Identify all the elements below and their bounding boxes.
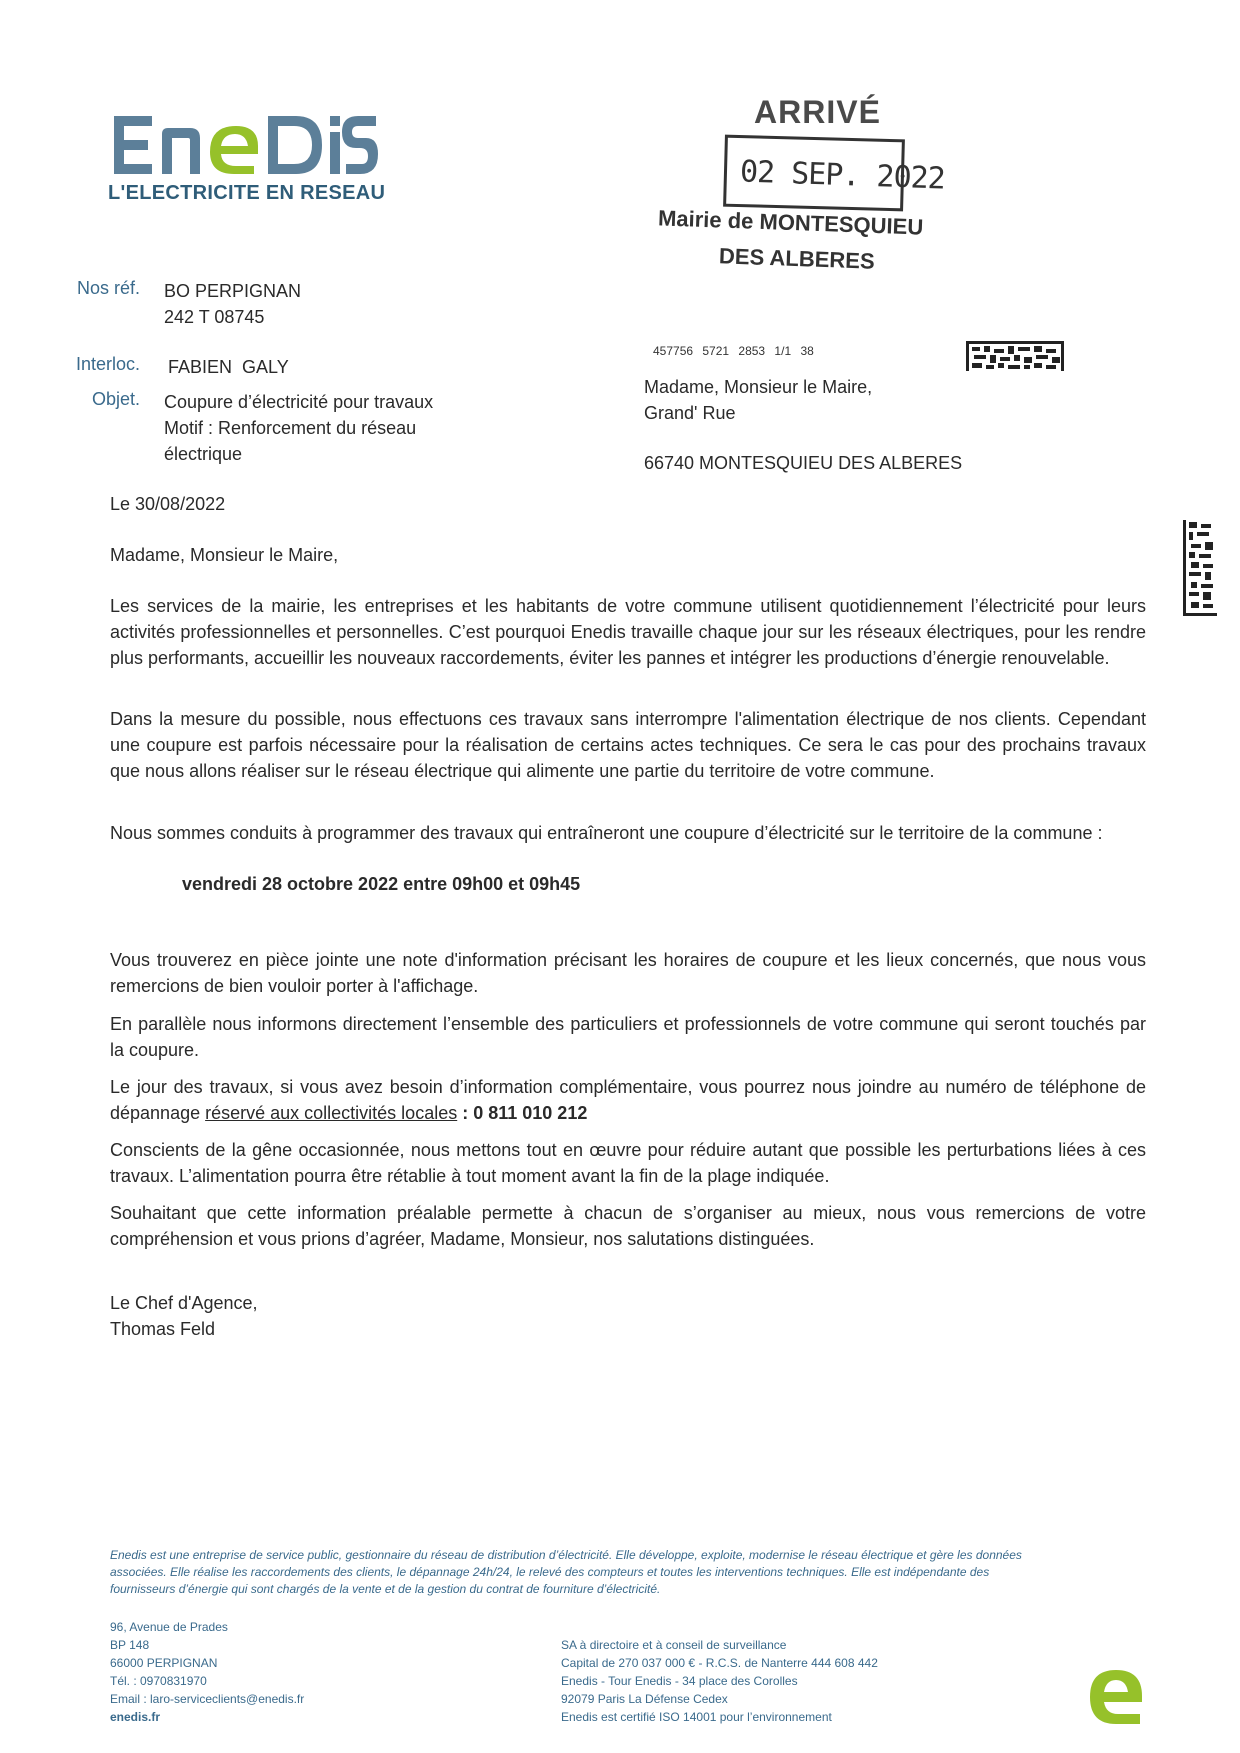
objet-value [164,389,433,467]
datamatrix-small-icon [966,341,1064,371]
objet-line-1: Coupure d’électricité pour travaux [164,392,434,412]
paragraph-5 [110,1011,1146,1063]
paragraph-7-text: Conscients de la gêne occasionnée, nous mettons tout en œuvre pour réduire autant que possible les perturbations liées à ces travaux. L’alimentation pourra être rétablie à tout moment avant la fin de la plage indiquée. [110,1140,1146,1186]
paragraph-1-text: Les services de la mairie, les entreprises et les habitants de votre commune utilisent quotidiennement l’électricité pour leurs activités professionnelles et personnelles. C’est pourquoi Enedis travaille chaque jour sur les réseaux électriques, pour les rendre plus performants, accueillir les nouveaux raccordements, éviter les pannes et intégrer les productions d’énergie renouvelable. [110,596,1146,668]
paragraph-3 [110,820,1146,846]
paragraph-1 [110,593,1146,671]
tracking-number: 457756 5721 2853 1/1 38 [653,344,814,358]
paragraph-8-text: Souhaitant que cette information préalable permette à chacun de s’organiser au mieux, nous vous remercions de votre compréhension et vous prions d’agréer, Madame, Monsieur, nos salutations distinguées. [110,1203,1146,1249]
company-line: SA à directoire et à conseil de surveillance [561,1638,787,1652]
company-line: 92079 Paris La Défense Cedex [561,1692,728,1706]
signature-title: Le Chef d'Agence, [110,1293,258,1313]
nos-ref-label: Nos réf. [76,278,140,298]
legal-line-2: associées. Elle réalise les raccordements des clients, le dépannage 24h/24, le relevé des compteurs et toutes les interventions techniques. Elle est indépendante des [110,1565,990,1579]
company-line: Capital de 270 037 000 € - R.C.S. de Nanterre 444 608 442 [561,1656,878,1670]
paragraph-4 [110,947,1146,999]
agency-address [110,1618,304,1726]
signature-name: Thomas Feld [110,1319,216,1339]
legal-line-3: fournisseurs d’énergie qui sont chargés de la vente et de la gestion du contrat de fourniture d’électricité. [110,1582,661,1596]
reserved-collectivities-text: réservé aux collectivités locales [205,1103,458,1123]
objet-label: Objet. [91,389,140,409]
address-phone: Tél. : 0970831970 [110,1674,207,1688]
brand-tagline: L'ELECTRICITE EN RESEAU [108,182,386,204]
enedis-symbol-icon [1086,1666,1146,1726]
objet-line-3: électrique [164,444,243,464]
outage-schedule: vendredi 28 octobre 2022 entre 09h00 et 09h45 [182,874,581,894]
recipient-line-1: Madame, Monsieur le Maire, [644,377,873,397]
signature-block [110,1290,1146,1342]
nos-ref-value [164,278,301,330]
stamp-title: ARRIVÉ [754,94,881,130]
stamp-line-2: DES ALBERES [718,243,876,274]
legal-notice [110,1547,1140,1598]
datamatrix-side-icon [1183,520,1217,616]
paragraph-7 [110,1137,1146,1189]
enedis-logo [108,112,378,178]
paragraph-2 [110,706,1146,784]
address-line: 66000 PERPIGNAN [110,1656,218,1670]
nos-ref-line-2: 242 T 08745 [164,307,265,327]
stamp-date: 02 SEP. 2022 [739,154,946,197]
company-line: Enedis - Tour Enedis - 34 place des Corolles [561,1674,798,1688]
paragraph-3-text: Nous sommes conduits à programmer des travaux qui entraîneront une coupure d’électricité sur le territoire de la commune : [110,823,1103,843]
paragraph-5-text: En parallèle nous informons directement l’ensemble des particuliers et professionnels de votre commune qui seront touchés par la coupure. [110,1014,1146,1060]
breakdown-phone-number: 0 811 010 212 [473,1103,588,1123]
paragraph-4-text: Vous trouverez en pièce jointe une note d'information précisant les horaires de coupure et les lieux concernés, que nous vous remercions de bien vouloir porter à l'affichage. [110,950,1146,996]
recipient-line-3: 66740 MONTESQUIEU DES ALBERES [644,453,963,473]
letter-date: Le 30/08/2022 [110,494,226,514]
address-email[interactable]: Email : laro-serviceclients@enedis.fr [110,1692,305,1706]
paragraph-6 [110,1074,1146,1126]
address-line: BP 148 [110,1638,150,1652]
company-info [561,1636,878,1726]
address-line: 96, Avenue de Prades [110,1620,228,1634]
interloc-label: Interloc. [75,354,140,374]
paragraph-8 [110,1200,1146,1252]
website-link[interactable]: enedis.fr [110,1710,161,1724]
legal-line-1: Enedis est une entreprise de service public, gestionnaire du réseau de distribution d’électricité. Elle développe, exploite, modernise le réseau électrique et gère les données [110,1548,1022,1562]
recipient-line-2: Grand' Rue [644,403,736,423]
interloc-value: FABIEN GALY [168,357,289,377]
company-line: Enedis est certifié ISO 14001 pour l’environnement [561,1710,832,1724]
letter-salutation: Madame, Monsieur le Maire, [110,545,339,565]
paragraph-6-start: Le jour des travaux, si vous avez besoin d’information complémentaire, vous pourrez nous joindre au numéro de téléphone de dépannage [110,1077,1146,1123]
phone-colon: : [457,1103,474,1123]
stamp-line-1: Mairie de MONTESQUIEU [657,205,924,240]
paragraph-6-text [110,1074,1146,1126]
objet-line-2: Motif : Renforcement du réseau [164,418,417,438]
nos-ref-line-1: BO PERPIGNAN [164,281,302,301]
recipient-address [644,374,872,426]
paragraph-2-text: Dans la mesure du possible, nous effectuons ces travaux sans interrompre l'alimentation électrique de nos clients. Cependant une coupure est parfois nécessaire pour la réalisation de certains actes techniques. Ce sera le cas pour des prochains travaux que nous allons réaliser sur le réseau électrique qui alimente une partie du territoire de votre commune. [110,709,1146,781]
